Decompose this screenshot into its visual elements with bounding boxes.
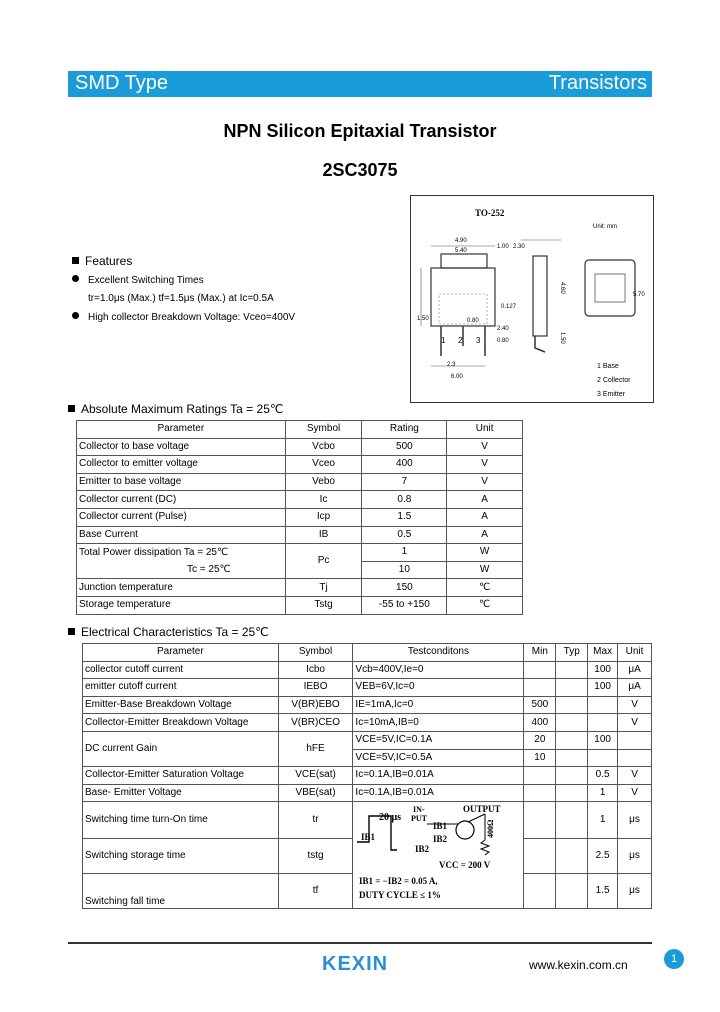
table-cell: 1.5 [362,508,447,526]
table-cell [524,784,556,802]
table-cell [588,696,618,714]
table-cell [618,731,652,749]
abs-max-table [76,420,523,615]
table-cell: Base- Emitter Voltage [83,784,279,802]
pin-desc: 2 Collector [597,377,631,384]
header-banner [68,71,652,97]
package-drawing [410,195,654,403]
table-cell: 10 [524,749,556,767]
table-cell: W [447,544,523,562]
dim-label: 1.50 [559,332,565,344]
dim-label: 5.40 [455,248,467,254]
circuit-label: VCC = 200 V [439,860,491,871]
table-cell [524,767,556,785]
table-row [83,696,652,714]
test-circuit-svg [353,802,523,908]
feature-item: High collector Breakdown Voltage: Vceo=400V [72,312,295,323]
table-cell: 500 [362,438,447,456]
table-row [83,802,652,838]
circuit-label: OUTPUT [463,804,501,815]
table-cell: 0.5 [362,526,447,544]
pin-desc: 3 Emitter [597,391,626,398]
table-cell: V [618,767,652,785]
table-cell: V [447,473,523,491]
table-cell: 7 [362,473,447,491]
bullet-square-icon [72,257,79,264]
table-cell [556,874,588,909]
table-cell: 100 [588,731,618,749]
bottom-pad [595,274,625,302]
table-cell: tstg [278,838,353,873]
table-cell: V [447,456,523,474]
col-header: Unit [618,644,652,662]
table-header-row [83,644,652,662]
table-cell: 2.5 [588,838,618,873]
table-cell: V [447,438,523,456]
table-cell [524,661,556,679]
table-cell: tr [278,802,353,838]
table-cell: Tstg [285,596,362,614]
table-cell [588,714,618,732]
circuit-label: PUT [411,814,428,824]
table-row [83,661,652,679]
table-cell [556,802,588,838]
dim-label: 0.80 [497,338,509,344]
footer-url[interactable]: www.kexin.com.cn [529,958,628,972]
table-cell [524,838,556,873]
die-area [439,294,487,324]
circuit-label: IB2 [433,834,448,845]
table-cell: Tj [285,579,362,597]
table-cell [524,874,556,909]
table-row [77,579,523,597]
body-outline [431,268,495,326]
table-cell: Collector current (DC) [77,491,286,509]
circuit-label: IB1 [361,832,376,843]
table-cell: DC current Gain [83,731,279,766]
table-cell: V(BR)EBO [278,696,353,714]
table-cell: Icbo [278,661,353,679]
table-cell: VCE=5V,IC=0.1A [353,731,524,749]
table-cell: μs [618,802,652,838]
table-cell: Collector to emitter voltage [77,456,286,474]
col-header: Symbol [278,644,353,662]
table-cell [556,767,588,785]
table-cell: 1 [588,784,618,802]
features-heading: Features [72,254,132,268]
table-cell [556,838,588,873]
table-cell: 0.5 [588,767,618,785]
table-cell [618,749,652,767]
doc-title: NPN Silicon Epitaxial Transistor [223,121,497,141]
circuit-label: IN- [413,805,425,815]
table-cell: Ic=10mA,IB=0 [353,714,524,732]
table-cell: IEBO [278,679,353,697]
table-cell [556,714,588,732]
table-cell: emitter cutoff current [83,679,279,697]
table-cell: Switching storage time [83,838,279,873]
col-header: Rating [362,421,447,439]
col-header: Symbol [285,421,362,439]
package-outline-svg [411,196,653,402]
table-cell: ℃ [447,579,523,597]
circuit-label: DUTY CYCLE ≤ 1% [359,890,442,901]
dim-label: 0.80 [467,318,479,324]
resistor [481,840,489,855]
table-cell: W [447,561,523,579]
table-cell: Emitter to base voltage [77,473,286,491]
table-row [83,767,652,785]
table-cell: A [447,526,523,544]
table-cell: Storage temperature [77,596,286,614]
table-cell: 1 [588,802,618,838]
abs-max-heading: Absolute Maximum Ratings Ta = 25℃ [68,402,283,416]
table-cell: -55 to +150 [362,596,447,614]
table-row [77,456,523,474]
table-cell: 1.5 [588,874,618,909]
table-cell: Collector-Emitter Breakdown Voltage [83,714,279,732]
circuit-label: 400Ω [486,819,496,839]
dim-label: 2.30 [513,244,525,250]
dim-label: 1.00 [497,244,509,250]
dim-label: 0.127 [501,304,517,310]
kexin-logo: KEXIN [322,953,389,975]
table-cell: V [618,784,652,802]
dim-label: 4.60 [559,282,565,294]
pin-number: 2 [458,336,463,345]
table-row [83,714,652,732]
bullet-dot-icon [72,312,79,319]
table-cell: Switching time turn-On time [83,802,279,838]
header-category: SMD Type [75,72,168,94]
table-cell: A [447,491,523,509]
table-cell [524,802,556,838]
table-cell: Collector to base voltage [77,438,286,456]
table-row [77,544,523,562]
table-cell [556,661,588,679]
part-number: 2SC3075 [322,160,398,180]
table-row [83,784,652,802]
table-cell: 100 [588,661,618,679]
table-cell: Ic=0.1A,IB=0.01A [353,784,524,802]
table-cell: Vceo [285,456,362,474]
dim-label: 2.3 [447,362,456,368]
table-cell: IB [285,526,362,544]
col-header: Typ [556,644,588,662]
feature-item: Excellent Switching Times [72,275,204,286]
table-cell: VBE(sat) [278,784,353,802]
table-cell [524,679,556,697]
dim-label: 4.90 [455,238,467,244]
table-cell: Junction temperature [77,579,286,597]
table-row [77,508,523,526]
table-cell: Vcbo [285,438,362,456]
table-cell: ℃ [447,596,523,614]
table-cell: Vebo [285,473,362,491]
table-cell: μA [618,661,652,679]
table-cell: 100 [588,679,618,697]
header-product-type: Transistors [548,72,647,94]
table-cell [556,784,588,802]
table-cell: 150 [362,579,447,597]
circuit-label: 20 μs [379,812,402,824]
table-cell: 500 [524,696,556,714]
table-cell: V [618,714,652,732]
col-header: Min [524,644,556,662]
elec-table [82,643,652,909]
table-cell: μs [618,874,652,909]
table-cell: Tc = 25℃ [77,561,286,579]
table-row [77,473,523,491]
wire [468,814,485,822]
table-row [77,491,523,509]
dim-label: 6.00 [451,374,463,380]
pin-number: 1 [441,336,446,345]
table-cell: Collector-Emitter Saturation Voltage [83,767,279,785]
dim-label: 1.50 [417,316,429,322]
table-cell: Ic=0.1A,IB=0.01A [353,767,524,785]
table-cell: tf [278,874,353,909]
pin-number: 3 [476,336,481,345]
table-cell: Icp [285,508,362,526]
table-cell: hFE [278,731,353,766]
table-cell [556,696,588,714]
package-name: TO-252 [475,208,505,218]
table-cell: Vcb=400V,Ie=0 [353,661,524,679]
bullet-square-icon [68,405,75,412]
col-header: Unit [447,421,523,439]
table-cell: Ic [285,491,362,509]
table-row [83,679,652,697]
table-row [83,731,652,749]
circuit-label: IB1 [433,821,448,832]
table-cell: Collector current (Pulse) [77,508,286,526]
circuit-label: IB1 = −IB2 = 0.05 A, [359,876,439,887]
table-cell: V [618,696,652,714]
table-cell: Pc [285,544,362,579]
side-body [533,256,547,336]
table-cell: VCE=5V,IC=0.5A [353,749,524,767]
table-cell [556,679,588,697]
bullet-dot-icon [72,275,79,282]
dim-label: 5.70 [633,292,645,298]
col-header: Max [588,644,618,662]
elec-heading: Electrical Characteristics Ta = 25℃ [68,625,269,639]
table-cell: 0.8 [362,491,447,509]
table-header-row [77,421,523,439]
table-cell: 1 [362,544,447,562]
table-cell: 400 [362,456,447,474]
dim-label: 2.40 [497,326,509,332]
col-header: Parameter [77,421,286,439]
tab-outline [441,254,487,268]
feature-item: tr=1.0μs (Max.) tf=1.5μs (Max.) at Ic=0.5A [88,293,274,304]
page-number-badge: 1 [664,949,684,969]
bottom-view [585,260,635,316]
bullet-square-icon [68,628,75,635]
package-unit: Unit: mm [593,224,617,230]
col-header: Testconditons [353,644,524,662]
switching-test-circuit [353,802,524,909]
table-row [77,438,523,456]
table-cell: Switching fall time [83,874,279,909]
table-cell: μs [618,838,652,873]
table-cell: collector cutoff current [83,661,279,679]
table-cell [556,731,588,749]
footer-divider [68,942,652,944]
table-cell: μA [618,679,652,697]
table-cell: V(BR)CEO [278,714,353,732]
table-cell: A [447,508,523,526]
table-row [77,526,523,544]
col-header: Parameter [83,644,279,662]
circuit-label: IB2 [415,844,430,855]
table-cell: VEB=6V,Ic=0 [353,679,524,697]
table-cell: Total Power dissipation Ta = 25℃ [77,544,286,562]
table-cell: 10 [362,561,447,579]
table-cell: 400 [524,714,556,732]
table-cell: IE=1mA,Ic=0 [353,696,524,714]
table-row [77,596,523,614]
table-cell [556,749,588,767]
table-cell: Base Current [77,526,286,544]
pin-desc: 1 Base [597,363,619,370]
table-cell: 20 [524,731,556,749]
table-cell: Emitter-Base Breakdown Voltage [83,696,279,714]
side-lead [535,336,545,352]
table-cell: VCE(sat) [278,767,353,785]
table-cell [588,749,618,767]
